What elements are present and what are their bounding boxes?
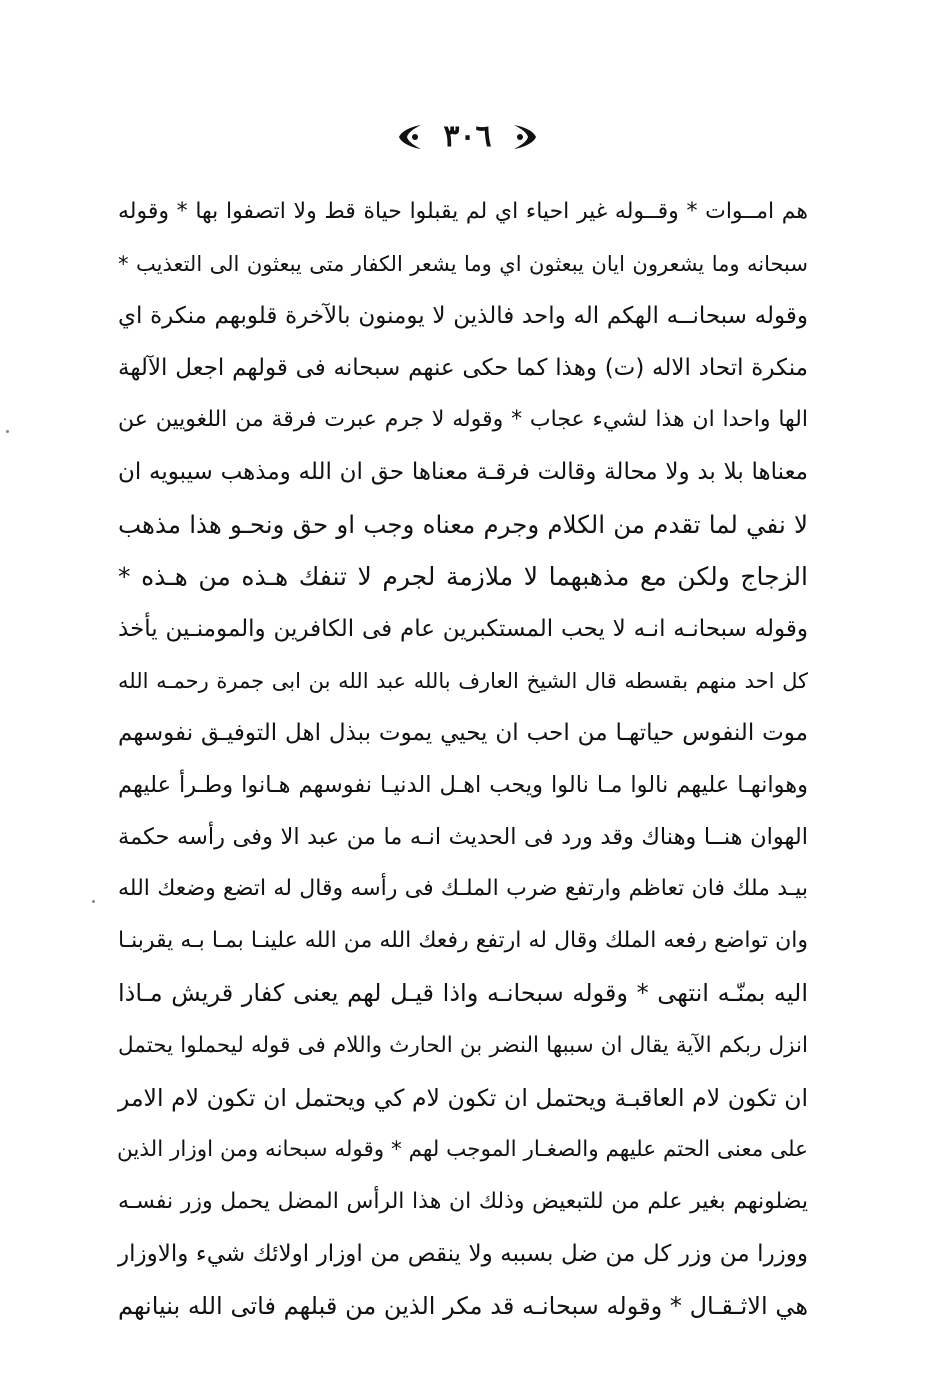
text-line: وقوله سبحانـه انـه لا يحب المستكبرين عام فى الكافرين والمومنـين يأخذ <box>118 615 808 642</box>
text-line: معناها بلا بد ولا محالة وقالت فرقـة معناها حق ان الله ومذهب سيبويه ان <box>118 459 808 486</box>
text-line: موت النفوس حياتهـا من احب ان يحيي يموت ببذل اهل التوفيـق نفوسهم <box>118 719 808 746</box>
right-ornament-icon <box>510 122 540 152</box>
text-line: يضلونهم بغير علم من للتبعيض وذلك ان هذا الرأس المضل يحمل وزر نفسـه <box>118 1188 808 1214</box>
text-line: الها واحدا ان هذا لشيء عجاب * وقوله لا جرم عبرت فرقة من اللغويين عن <box>118 407 808 433</box>
left-ornament-icon <box>395 122 425 152</box>
page-header <box>0 112 935 162</box>
text-line: ووزرا من وزر كل من ضل بسببه ولا ينقص من اوزار اولائك شيء والاوزار <box>118 1240 808 1267</box>
margin-dot <box>92 900 95 903</box>
text-line: بيـد ملك فان تعاظم وارتفع ضرب الملـك فى رأسه وقال له اتضع وضعك الله <box>118 876 808 902</box>
text-line: وان تواضع رفعه الملك وقال له ارتفع رفعك الله من الله علينـا بمـا بـه يقربنـا <box>118 928 808 954</box>
text-line: اليه بمنّـه انتهى * وقوله سبحانـه واذا قيـل لهم يعنى كفار قريش مـاذا <box>118 979 808 1008</box>
text-line: هم امــوات * وقــوله غير احياء اي لم يقبلوا حياة قط ولا اتصفوا بها * وقوله <box>118 199 808 224</box>
page-number: ٣٠٦ <box>443 119 492 154</box>
text-line: هي الاثـقـال * وقوله سبحانـه قد مكر الذين من قبلهم فاتى الله بنيانهم <box>118 1291 808 1320</box>
text-line: وهوانهـا عليهم نالوا مـا نالوا ويحب اهـل الدنيـا نفوسهم هـانوا وطـرأ عليهم <box>118 772 808 799</box>
margin-dot <box>6 430 9 433</box>
text-line: منكرة اتحاد الاله (ت) وهذا كما حكى عنهم سبحانه فى قولهم اجعل الآلهة <box>118 355 808 382</box>
text-line: الهوان هنــا وهناك وقد ورد فى الحديث انـه ما من عبد الا وفى رأسه حكمة <box>118 824 808 851</box>
text-line: الزجاج ولكن مع مذهبهما لا ملازمة لجرم لا تنفك هـذه من هـذه * <box>118 561 808 591</box>
text-line: على معنى الحتم عليهم والصغـار الموجب لهم * وقوله سبحانه ومن اوزار الذين <box>117 1136 808 1162</box>
text-line: كل احد منهم بقسطه قال الشيخ العارف بالله عبد الله بن ابى جمرة رحمـه الله <box>118 668 808 693</box>
body-text <box>118 186 808 1332</box>
text-line: لا نفي لما تقدم من الكلام وجرم معناه وجب او حق ونحـو هذا مذهب <box>118 509 808 539</box>
text-line: ان تكون لام العاقبـة ويحتمل ان تكون لام كي ويحتمل ان تكون لام الامر <box>118 1083 808 1112</box>
text-line: انزل ربكم الآية يقال ان سببها النضر بن الحارث واللام فى قوله ليحملوا يحتمل <box>118 1032 808 1058</box>
text-line: سبحانه وما يشعرون ايان يبعثون اي وما يشعر الكفار متى يبعثون الى التعذيب * <box>118 252 808 277</box>
text-line: وقوله سبحانــه الهكم اله واحد فالذين لا يومنون بالآخرة قلوبهم منكرة اي <box>118 303 808 330</box>
